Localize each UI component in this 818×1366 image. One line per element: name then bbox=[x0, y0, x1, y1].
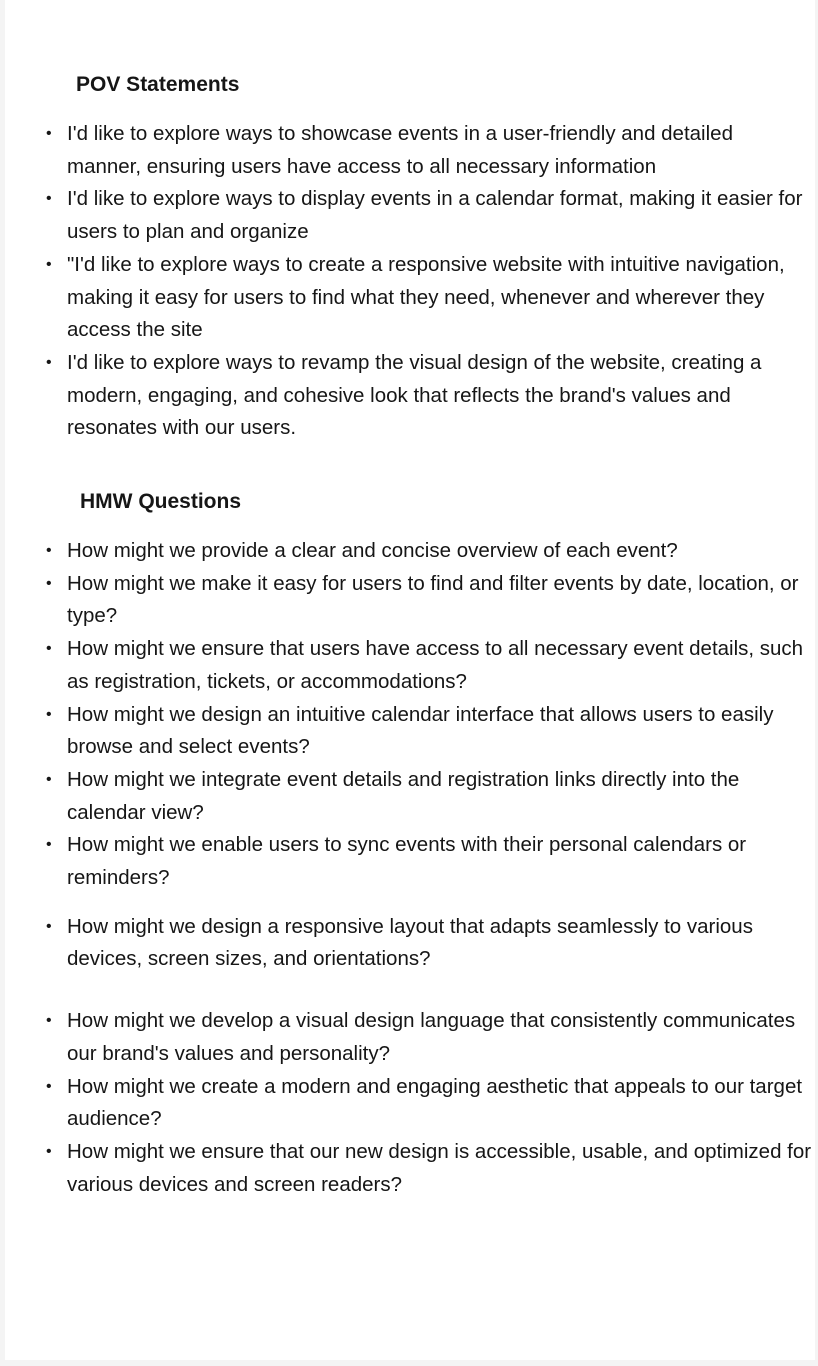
pov-item: • "I'd like to explore ways to create a responsive website with intuitive navigation, making it easy for users to find what they need, whenever and wherever they access the site bbox=[67, 249, 812, 347]
bullet-icon: • bbox=[46, 917, 52, 935]
pov-item: • I'd like to explore ways to revamp the visual design of the website, creating a modern, engaging, and cohesive look that reflects the brand's values and resonates with our users. bbox=[67, 347, 812, 445]
hmw-questions-heading: HMW Questions bbox=[80, 490, 241, 513]
pov-item: • I'd like to explore ways to display events in a calendar format, making it easier for users to plan and organize bbox=[67, 183, 812, 248]
pov-statements-list bbox=[46, 118, 812, 445]
hmw-item: • How might we create a modern and engaging aesthetic that appeals to our target audience? bbox=[67, 1071, 812, 1136]
bullet-icon: • bbox=[46, 190, 52, 208]
bullet-icon: • bbox=[46, 705, 52, 723]
hmw-item: • How might we design a responsive layout that adapts seamlessly to various devices, screen sizes, and orientations? bbox=[67, 911, 812, 976]
bullet-icon: • bbox=[46, 1077, 52, 1095]
hmw-item: • How might we ensure that users have access to all necessary event details, such as registration, tickets, or accommodations? bbox=[67, 633, 812, 698]
hmw-item: • How might we make it easy for users to find and filter events by date, location, or type? bbox=[67, 568, 812, 633]
pov-item: • I'd like to explore ways to showcase events in a user-friendly and detailed manner, ensuring users have access to all necessary information bbox=[67, 118, 812, 183]
document-page bbox=[5, 0, 815, 1360]
hmw-item: • How might we enable users to sync events with their personal calendars or reminders? bbox=[67, 829, 812, 894]
hmw-item: • How might we ensure that our new design is accessible, usable, and optimized for various devices and screen readers? bbox=[67, 1136, 812, 1201]
bullet-icon: • bbox=[46, 1012, 52, 1030]
pov-statements-heading: POV Statements bbox=[76, 73, 240, 96]
hmw-item: • How might we provide a clear and concise overview of each event? bbox=[67, 535, 812, 568]
bullet-icon: • bbox=[46, 640, 52, 658]
bullet-icon: • bbox=[46, 574, 52, 592]
bullet-icon: • bbox=[46, 353, 52, 371]
hmw-item: • How might we integrate event details and registration links directly into the calendar view? bbox=[67, 764, 812, 829]
bullet-icon: • bbox=[46, 836, 52, 854]
bullet-icon: • bbox=[46, 255, 52, 273]
hmw-item: • How might we develop a visual design language that consistently communicates our brand's values and personality? bbox=[67, 1005, 812, 1070]
bullet-icon: • bbox=[46, 770, 52, 788]
hmw-questions-list bbox=[46, 535, 812, 1201]
bullet-icon: • bbox=[46, 125, 52, 142]
bullet-icon: • bbox=[46, 542, 52, 559]
bullet-icon: • bbox=[46, 1142, 52, 1160]
hmw-item: • How might we design an intuitive calendar interface that allows users to easily browse and select events? bbox=[67, 699, 812, 764]
